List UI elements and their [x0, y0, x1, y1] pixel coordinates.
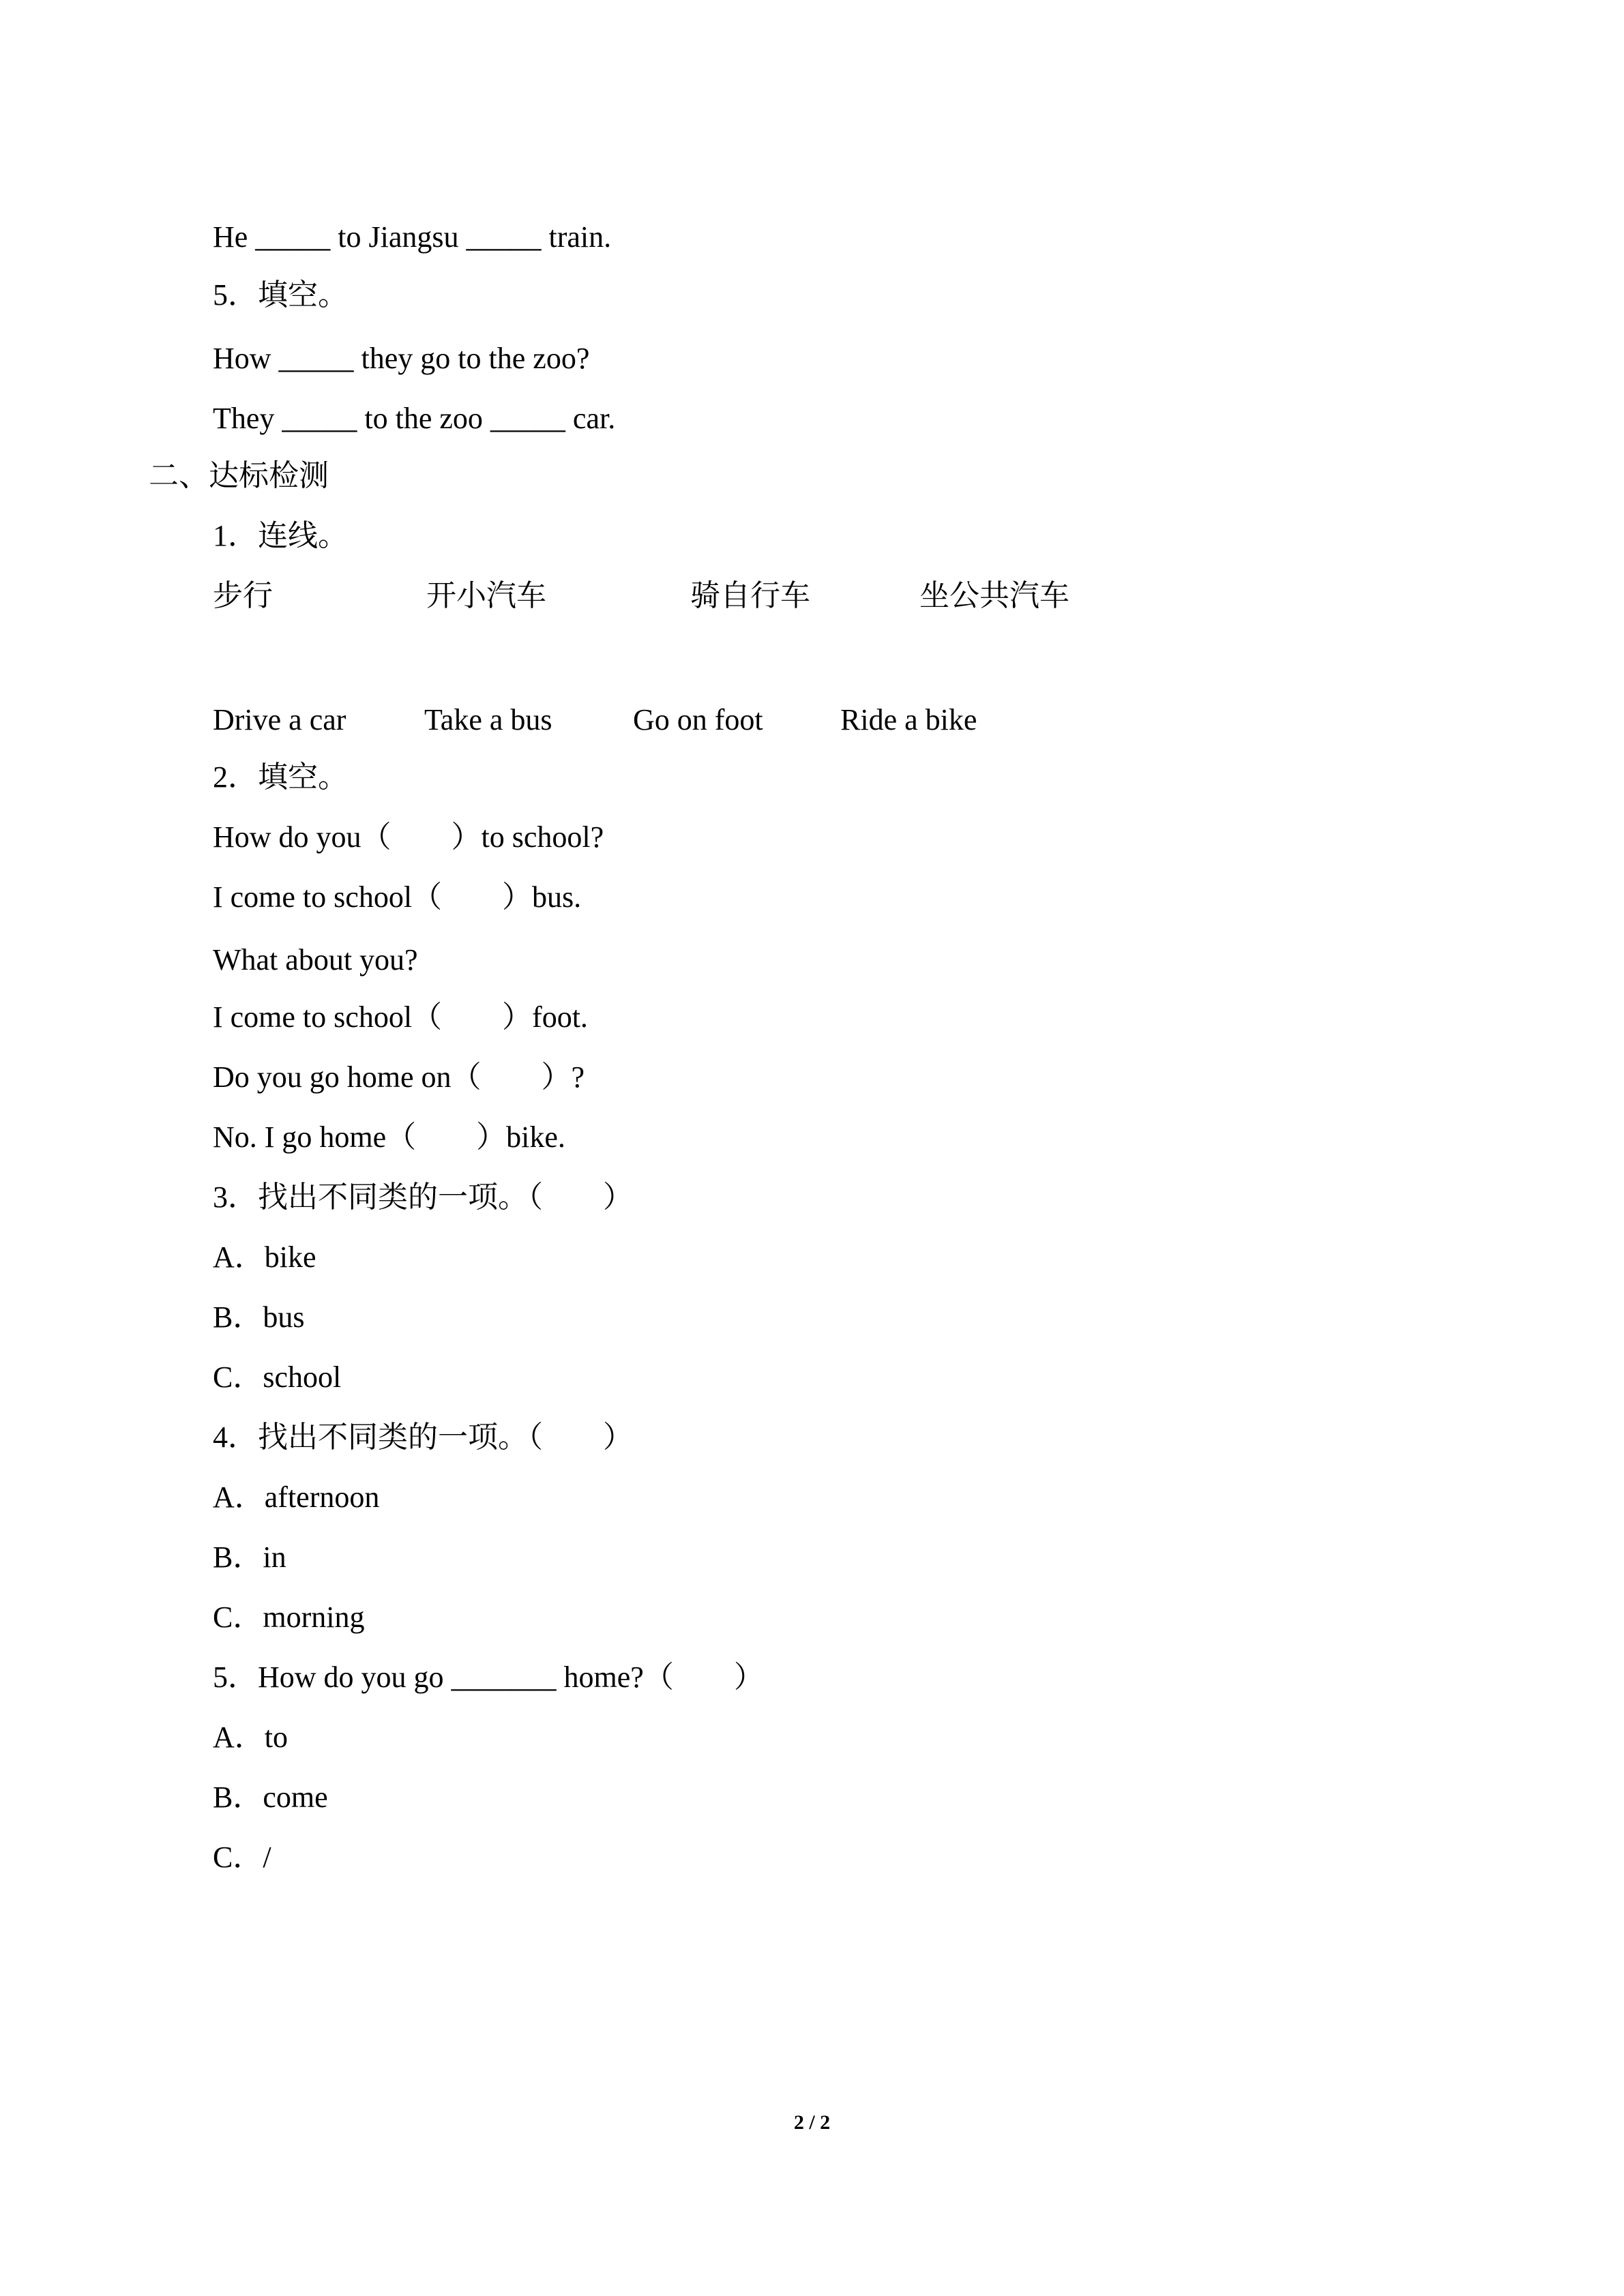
- english-option-1: Drive a car: [213, 703, 346, 736]
- p2-q1-title: 1．连线。: [213, 519, 348, 552]
- p2-q2-title: 2．填空。: [213, 760, 348, 794]
- p2-q5-option-c: C．/: [213, 1840, 271, 1874]
- p2-q3-option-b: B．bus: [213, 1300, 305, 1334]
- chinese-option-4: 坐公共汽车: [919, 579, 1069, 612]
- section-heading-2: 二、达标检测: [149, 459, 329, 492]
- q4-answer-line: He _____ to Jiangsu _____ train.: [213, 220, 612, 254]
- p2-q2-line-5: Do you go home on（ ）?: [213, 1060, 585, 1094]
- p2-q5-option-b: B．come: [213, 1780, 328, 1814]
- q5-line-1: How _____ they go to the zoo?: [213, 342, 590, 375]
- p2-q5-title: 5．How do you go _______ home?（ ）: [213, 1660, 764, 1694]
- p2-q5-option-a: A．to: [213, 1720, 288, 1754]
- p2-q4-title: 4．找出不同类的一项。（ ）: [213, 1420, 633, 1454]
- p2-q3-option-c: C．school: [213, 1360, 342, 1394]
- p2-q2-line-6: No. I go home（ ）bike.: [213, 1120, 565, 1154]
- english-option-2: Take a bus: [424, 703, 552, 736]
- p2-q4-option-a: A．afternoon: [213, 1480, 380, 1514]
- p2-q2-line-3: What about you?: [213, 943, 418, 976]
- p2-q3-option-a: A．bike: [213, 1240, 316, 1274]
- chinese-option-2: 开小汽车: [426, 579, 546, 612]
- chinese-option-3: 骑自行车: [690, 579, 810, 612]
- p2-q2-line-2: I come to school（ ）bus.: [213, 880, 582, 914]
- q5-line-2: They _____ to the zoo _____ car.: [213, 402, 616, 435]
- p2-q4-option-b: B．in: [213, 1540, 286, 1574]
- chinese-option-1: 步行: [213, 579, 273, 612]
- q5-title: 5．填空。: [213, 278, 348, 312]
- p2-q2-line-1: How do you（ ）to school?: [213, 820, 604, 854]
- p2-q4-option-c: C．morning: [213, 1600, 365, 1634]
- english-option-4: Ride a bike: [840, 703, 977, 736]
- english-option-3: Go on foot: [633, 703, 763, 736]
- p2-q3-title: 3．找出不同类的一项。（ ）: [213, 1180, 633, 1214]
- page-number: 2 / 2: [793, 2111, 831, 2134]
- p2-q2-line-4: I come to school（ ）foot.: [213, 1000, 588, 1034]
